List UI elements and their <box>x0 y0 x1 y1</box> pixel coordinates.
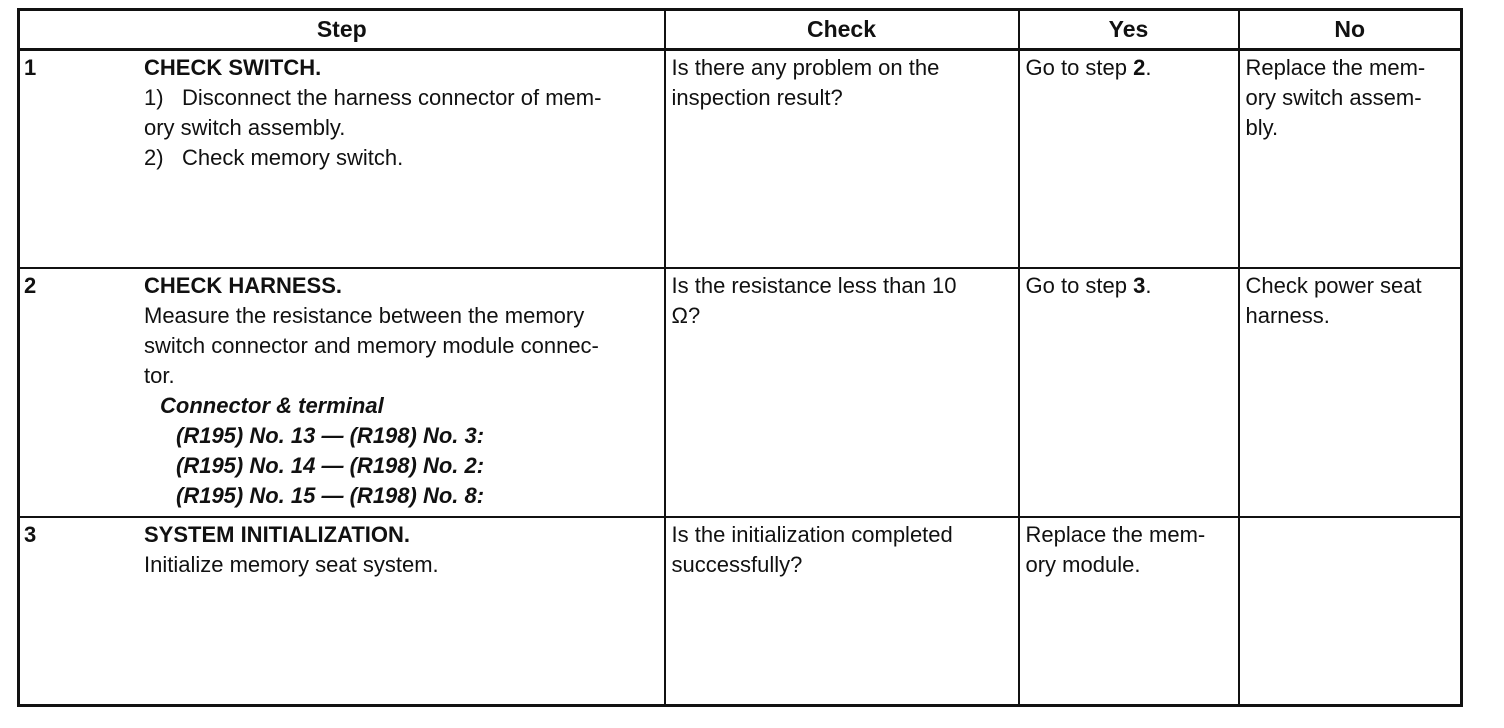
check-text-line: inspection result? <box>671 85 843 110</box>
yes-cell <box>1019 50 1239 269</box>
terminal-line: (R195) No. 13 — (R198) No. 3: <box>176 423 485 448</box>
yes-suffix: . <box>1145 273 1152 298</box>
substep-continuation: ory switch assembly. <box>144 115 346 140</box>
step-title: SYSTEM INITIALIZATION. <box>144 522 411 547</box>
step-text-line: Initialize memory seat system. <box>144 552 439 577</box>
terminal-line: (R195) No. 14 — (R198) No. 2: <box>176 453 485 478</box>
check-text-line: successfully? <box>671 552 803 577</box>
yes-cell <box>1019 268 1239 517</box>
step-number: 2 <box>24 273 37 298</box>
step-text-line: tor. <box>144 363 175 388</box>
substep-number: 1) <box>144 85 164 110</box>
header-step: Step <box>19 10 665 50</box>
step-cell <box>19 50 665 269</box>
table-row <box>19 268 1462 517</box>
yes-suffix: . <box>1145 55 1152 80</box>
yes-step-ref: 3 <box>1133 273 1146 298</box>
yes-text-line: ory module. <box>1025 552 1141 577</box>
substep-number: 2) <box>144 145 164 170</box>
step-cell <box>19 517 665 706</box>
check-text-line: Ω? <box>671 303 701 328</box>
no-text-line: bly. <box>1245 115 1279 140</box>
substep <box>144 83 658 113</box>
substep-text: Check memory switch. <box>182 145 404 170</box>
step-title: CHECK HARNESS. <box>144 273 343 298</box>
header-yes: Yes <box>1019 10 1239 50</box>
no-text-line: Check power seat <box>1245 273 1422 298</box>
yes-cell <box>1019 517 1239 706</box>
yes-step-ref: 2 <box>1133 55 1146 80</box>
step-text-line: switch connector and memory module connec- <box>144 333 599 358</box>
step-title: CHECK SWITCH. <box>144 55 322 80</box>
table-header-row <box>19 10 1462 50</box>
check-text-line: Is there any problem on the <box>671 55 940 80</box>
diagnosis-table <box>17 8 1463 707</box>
step-number: 1 <box>24 55 37 80</box>
no-cell <box>1239 50 1462 269</box>
no-text-line: ory switch assem- <box>1245 85 1422 110</box>
check-cell <box>665 517 1019 706</box>
yes-text: Go to step <box>1025 55 1134 80</box>
substep-text: Disconnect the harness connector of mem- <box>182 85 602 110</box>
table-row <box>19 517 1462 706</box>
yes-text-line: Replace the mem- <box>1025 522 1206 547</box>
no-text-line: harness. <box>1245 303 1330 328</box>
header-no: No <box>1239 10 1462 50</box>
header-check: Check <box>665 10 1019 50</box>
check-cell <box>665 268 1019 517</box>
step-cell <box>19 268 665 517</box>
step-text-line: Measure the resistance between the memory <box>144 303 585 328</box>
step-number: 3 <box>24 522 37 547</box>
no-text-line: Replace the mem- <box>1245 55 1426 80</box>
check-text-line: Is the resistance less than 10 <box>671 273 957 298</box>
no-cell <box>1239 517 1462 706</box>
check-text-line: Is the initialization completed <box>671 522 953 547</box>
table-row <box>19 50 1462 269</box>
no-cell <box>1239 268 1462 517</box>
terminal-line: (R195) No. 15 — (R198) No. 8: <box>176 483 485 508</box>
yes-text: Go to step <box>1025 273 1134 298</box>
terminal-heading: Connector & terminal <box>160 393 384 418</box>
substep <box>144 143 658 173</box>
check-cell <box>665 50 1019 269</box>
